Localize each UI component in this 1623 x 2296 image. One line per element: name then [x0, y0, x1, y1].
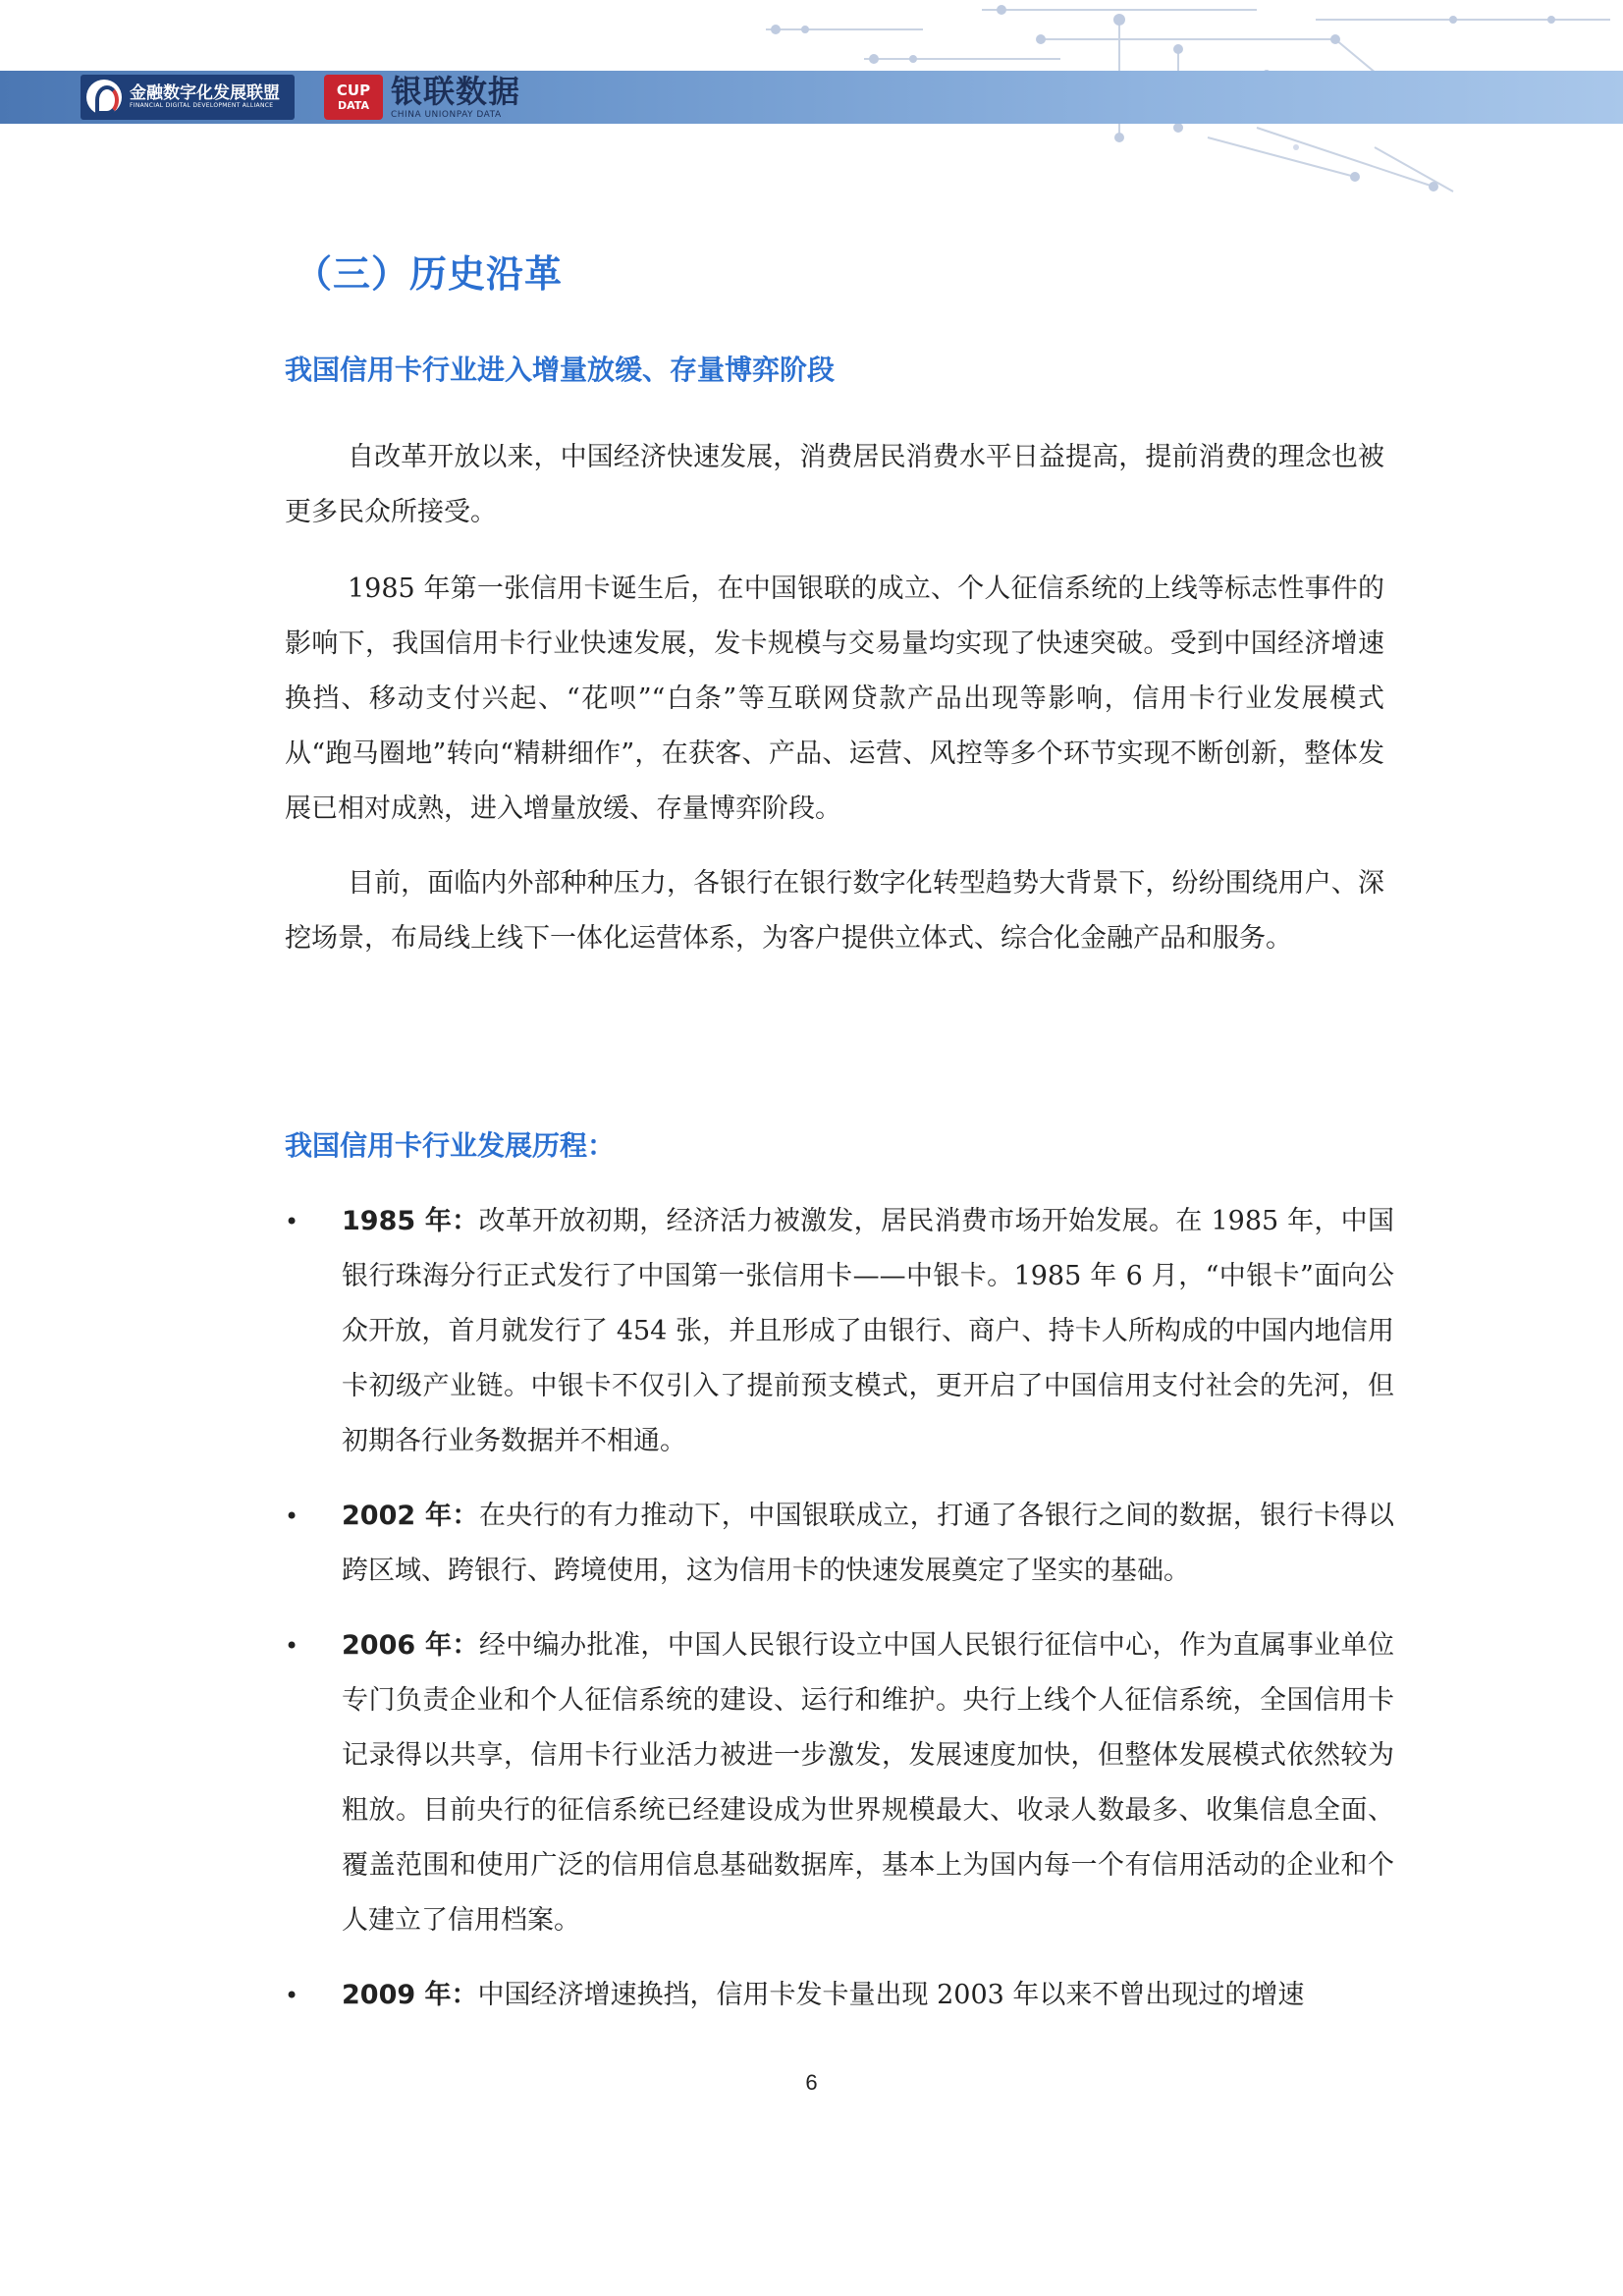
timeline-year: 2006 年： [342, 1630, 479, 1661]
bullet-icon: • [285, 1503, 299, 1530]
paragraph-history: 1985 年第一张信用卡诞生后，在中国银联的成立、个人征信系统的上线等标志性事件的影响下，我国信用卡行业快速发展，发卡规模与交易量均实现了快速突破。受到中国经济增速换挡、移动支付兴起、“花呗”“白条”等互联网贷款产品出现等影响，信用卡行业发展模式从“跑马圈地”转向“精耕细作”，在获客、产品、运营、风控等多个环节实现不断创新，整体发展已相对成熟，进入增量放缓、存量博弈阶段。 [285, 574, 1384, 824]
timeline-text: 改革开放初期，经济活力被激发，居民消费市场开始发展。在 1985 年，中国银行珠海分行正式发行了中国第一张信用卡——中银卡。1985 年 6 月，“中银卡”面向公众开放，首月就发行了 454 张，并且形成了由银行、商户、持卡人所构成的中国内地信用卡初级产业链。中银卡不仅引入了提前预支模式，更开启了中国信用支付社会的先河，但初期各行业务数据并不相通。 [342, 1206, 1394, 1456]
subsection-heading-stage: 我国信用卡行业进入增量放缓、存量博弈阶段 [285, 354, 836, 386]
timeline-year: 1985 年： [342, 1206, 479, 1236]
cupdata-logo-en: CHINA UNIONPAY DATA [391, 109, 502, 120]
timeline-text: 中国经济增速换挡，信用卡发卡量出现 2003 年以来不曾出现过的增速 [477, 1980, 1305, 2010]
timeline-item-2002 [285, 1489, 1394, 1599]
timeline-item-1985 [285, 1194, 1394, 1469]
bullet-icon: • [285, 1632, 299, 1660]
cupdata-logo-icon [324, 75, 383, 120]
timeline-list [285, 1194, 1394, 2043]
cupdata-mark-top: CUP [336, 82, 371, 99]
cupdata-logo [324, 71, 550, 124]
bullet-icon: • [285, 1208, 299, 1235]
alliance-logo [81, 75, 295, 120]
timeline-item-2006 [285, 1618, 1394, 1948]
timeline-year: 2002 年： [342, 1501, 479, 1531]
page-number: 6 [805, 2070, 818, 2095]
cupdata-mark-bottom: DATA [338, 99, 369, 112]
alliance-logo-en: FINANCIAL DIGITAL DEVELOPMENT ALLIANCE [130, 102, 274, 110]
timeline-year: 2009 年： [342, 1980, 478, 2010]
alliance-logo-cn: 金融数字化发展联盟 [130, 83, 280, 104]
bullet-icon: • [285, 1982, 299, 2009]
section-title: （三）历史沿革 [295, 252, 564, 296]
timeline-text: 在央行的有力推动下，中国银联成立，打通了各银行之间的数据，银行卡得以跨区域、跨银行、跨境使用，这为信用卡的快速发展奠定了坚实的基础。 [342, 1501, 1395, 1586]
paragraph-current: 目前，面临内外部种种压力，各银行在银行数字化转型趋势大背景下，纷纷围绕用户、深挖场景，布局线上线下一体化运营体系，为客户提供立体式、综合化金融产品和服务。 [285, 868, 1384, 954]
subsection-heading-timeline: 我国信用卡行业发展历程： [285, 1129, 616, 1162]
alliance-logo-icon [86, 80, 122, 115]
page-header [0, 0, 1623, 196]
paragraph-intro: 自改革开放以来，中国经济快速发展，消费居民消费水平日益提高，提前消费的理念也被更多民众所接受。 [285, 442, 1384, 527]
timeline-text: 经中编办批准，中国人民银行设立中国人民银行征信中心，作为直属事业单位专门负责企业和个人征信系统的建设、运行和维护。央行上线个人征信系统，全国信用卡记录得以共享，信用卡行业活力被进一步激发，发展速度加快，但整体发展模式依然较为粗放。目前央行的征信系统已经建设成为世界规模最大、收录人数最多、收集信息全面、覆盖范围和使用广泛的信用信息基础数据库，基本上为国内每一个有信用活动的企业和个人建立了信用档案。 [342, 1630, 1395, 1936]
cupdata-logo-cn: 银联数据 [391, 72, 521, 110]
timeline-item-2009 [285, 1968, 1394, 2023]
